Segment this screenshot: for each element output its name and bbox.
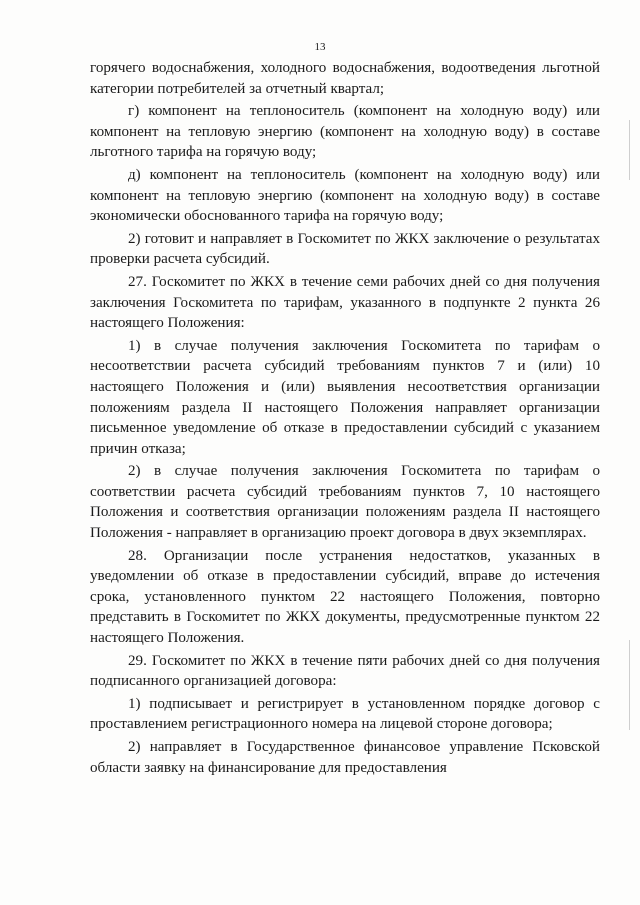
- paragraph-clause-27-item-2: 2) в случае получения заключения Госкомитета по тарифам о соответствии расчета субсидий требованиям пунктов 7, 10 настоящего Положения и соответствия организации положениям раздела II настоящего Положения - направляет в организацию проект договора в двух экземплярах.: [90, 463, 600, 542]
- paragraph-clause-28: 28. Организации после устранения недостатков, указанных в уведомлении об отказе в предоставлении субсидий, вправе до истечения срока, установленного пунктом 22 настоящего Положения, повторно представить в Госкомитет по ЖКХ документы, предусмотренные пунктом 22 настоящего Положения.: [90, 547, 600, 647]
- paragraph-clause-27-item-1: 1) в случае получения заключения Госкомитета по тарифам о несоответствии расчета субсидий требованиям пунктов 7 и (или) 10 настоящего Положения и (или) выявления несоответствия организации положениям раздела II настоящего Положения направляет организации письменное уведомление об отказе в предоставлении субсидий с указанием причин отказа;: [90, 337, 600, 457]
- paragraph-continuation: горячего водоснабжения, холодного водоснабжения, водоотведения льготной категории потребителей за отчетный квартал;: [90, 60, 600, 97]
- document-body: [90, 58, 600, 780]
- paragraph-item-2-prepares: 2) готовит и направляет в Госкомитет по ЖКХ заключение о результатах проверки расчета субсидий.: [90, 230, 600, 268]
- scan-edge-mark: [629, 120, 630, 180]
- paragraph-subitem-d: д) компонент на теплоноситель (компонент на холодную воду) или компонент на тепловую энергию (компонент на холодную воду) в составе экономически обоснованного тарифа на горячую воду;: [90, 166, 600, 225]
- scan-edge-mark: [629, 640, 630, 730]
- page-number: 13: [314, 41, 326, 53]
- paragraph-clause-29: 29. Госкомитет по ЖКХ в течение пяти рабочих дней со дня получения подписанного организацией договора:: [90, 652, 600, 690]
- paragraph-clause-29-item-2: 2) направляет в Государственное финансовое управление Псковской области заявку на финансирование для предоставления: [90, 739, 600, 776]
- paragraph-clause-29-item-1: 1) подписывает и регистрирует в установленном порядке договор с проставлением регистрационного номера на лицевой стороне договора;: [90, 695, 600, 733]
- paragraph-clause-27: 27. Госкомитет по ЖКХ в течение семи рабочих дней со дня получения заключения Госкомитета по тарифам, указанного в подпункте 2 пункта 26 настоящего Положения:: [90, 273, 600, 332]
- paragraph-subitem-g: г) компонент на теплоноситель (компонент на холодную воду) или компонент на тепловую энергию (компонент на холодную воду) в составе льготного тарифа на горячую воду;: [90, 103, 600, 161]
